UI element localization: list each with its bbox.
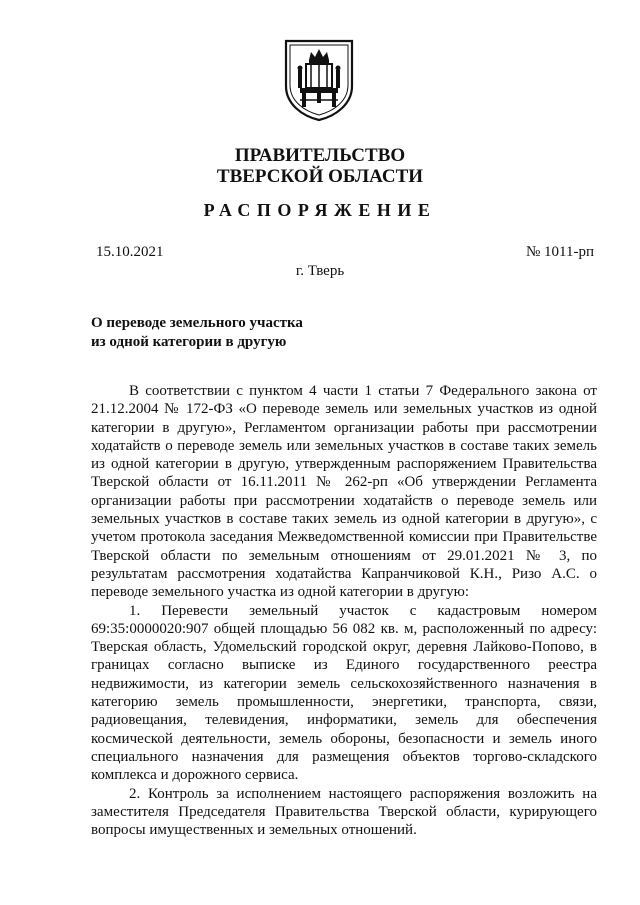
document-body xyxy=(91,382,597,839)
org-name-line1: ПРАВИТЕЛЬСТВО xyxy=(234,145,406,166)
document-number: № 1011-рп xyxy=(525,244,594,260)
org-name-line2: ТВЕРСКОЙ ОБЛАСТИ xyxy=(216,166,424,187)
item-1-paragraph: 1. Перевести земельный участок с кадастровым номером 69:35:0000020:907 общей площадью 56 082 кв. м, расположенный по адресу: Тверская область, Удомельский городской округ, деревня Лайково-Попово, в границах согласно выписке из Единого государственного реестра недвижимости, из категории земель сельскохозяйственного назначения в категорию земель промышленности, энергетики, транспорта, связи, радиовещания, телевидения, информатики, земель для обеспечения космической деятельности, земель обороны, безопасности и земель иного специального назначения для размещения объектов торгово-складского комплекса и дорожного сервиса. xyxy=(91,602,597,784)
tver-coat-of-arms-icon xyxy=(282,38,356,122)
document-type: РАСПОРЯЖЕНИЕ xyxy=(203,200,437,220)
document-city: г. Тверь xyxy=(295,263,345,279)
item-2-paragraph: 2. Контроль за исполнением настоящего распоряжения возложить на заместителя Председателя Правительства Тверской области, курирующего вопросы имущественных и земельных отношений. xyxy=(91,785,597,839)
intro-paragraph: В соответствии с пунктом 4 части 1 статьи 7 Федерального закона от 21.12.2004 № 172-ФЗ «О переводе земель или земельных участков из одной категории в другую», Регламентом организации работы при рассмотрении ходатайств о переводе земель или земельных участков в составе таких земель из одной категории в другую, утвержденным распоряжением Правительства Тверской области от 16.11.2011 № 262-рп «Об утверждении Регламента организации работы при рассмотрении ходатайств о переводе земель или земельных участков в составе таких земель из одной категории в другую», с учетом протокола заседания Межведомственной комиссии при Правительстве Тверской области по земельным отношениям от 29.01.2021 № 3, по результатам рассмотрения ходатайства Капранчиковой К.Н., Ризо А.С. о переводе земельного участка из одной категории в другую: xyxy=(91,383,597,601)
subject-line2: из одной категории в другую xyxy=(91,334,287,350)
subject-line1: О переводе земельного участка xyxy=(91,315,303,331)
document-subject xyxy=(91,314,303,352)
document-date: 15.10.2021 xyxy=(96,244,164,260)
